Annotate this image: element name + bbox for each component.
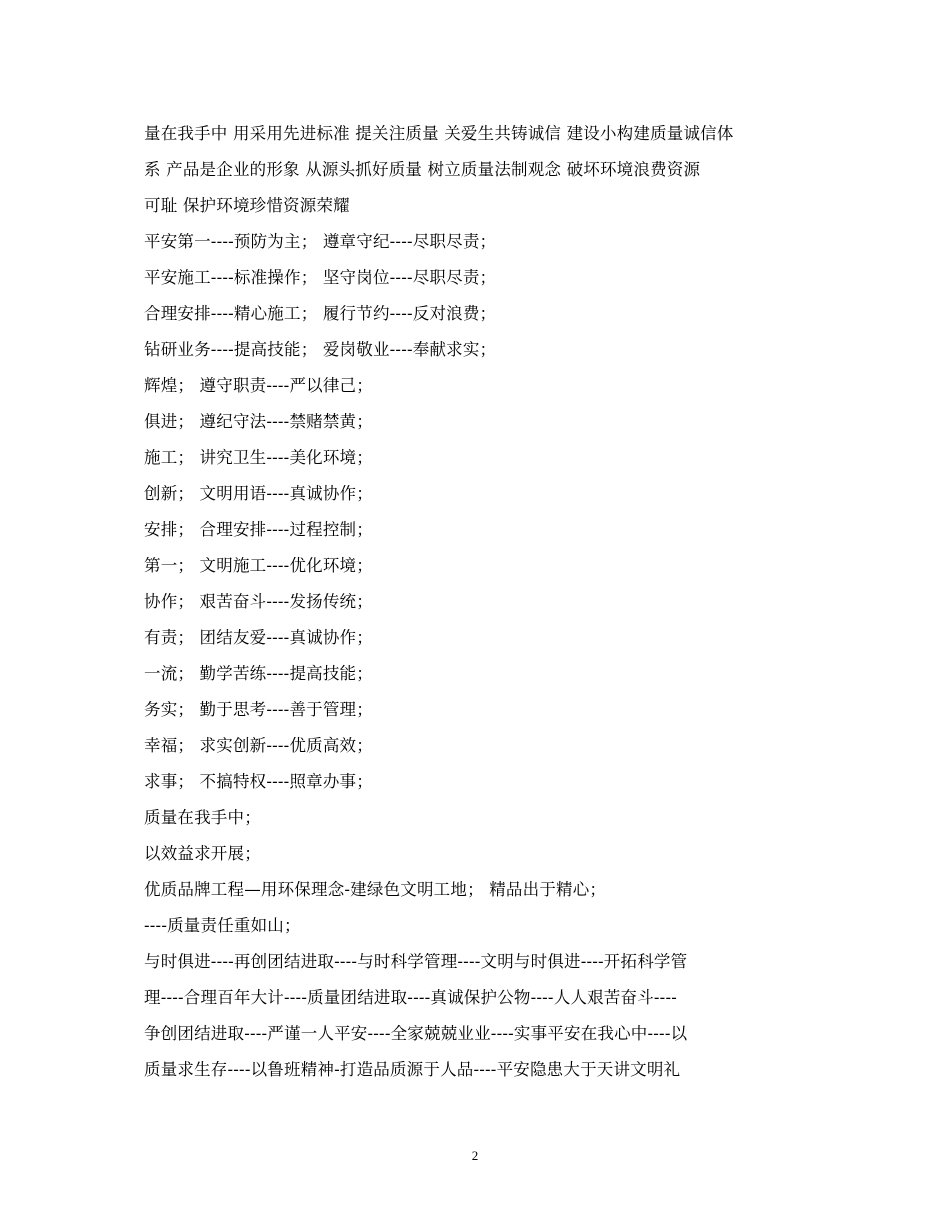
text-line: 一流； 勤学苦练----提高技能； [144, 664, 373, 683]
text-line: 争创团结进取----严谨一人平安----全家兢兢业业----实事平安在我心中----以 [144, 1024, 688, 1043]
text-line: 质量在我手中； [144, 808, 261, 827]
text-line: 创新； 文明用语----真诚协作； [144, 484, 373, 503]
text-line: 有责； 团结友爱----真诚协作； [144, 628, 373, 647]
text-line: 求事； 不搞特权----照章办事； [144, 772, 373, 791]
text-line: 协作； 艰苦奋斗----发扬传统； [144, 592, 373, 611]
document-body [144, 116, 814, 1088]
text-line: 安排； 合理安排----过程控制； [144, 520, 373, 539]
text-line: 辉煌； 遵守职责----严以律己； [144, 376, 373, 395]
text-line: 以效益求开展； [144, 844, 261, 863]
text-line: 俱进； 遵纪守法----禁赌禁黄； [144, 412, 373, 431]
text-line: 平安施工----标准操作； 坚守岗位----尽职尽责； [144, 268, 497, 287]
text-line: 量在我手中 用采用先进标准 提关注质量 关爱生共铸诚信 建设小构建质量诚信体 [144, 124, 734, 143]
page-number: 2 [471, 1148, 479, 1163]
text-line: 质量求生存----以鲁班精神-打造品质源于人品----平安隐患大于天讲文明礼 [144, 1060, 681, 1079]
text-line: 幸福； 求实创新----优质高效； [144, 736, 373, 755]
text-line: 可耻 保护环境珍惜资源荣耀 [144, 196, 350, 215]
text-line: 施工； 讲究卫生----美化环境； [144, 448, 373, 467]
text-line: 合理安排----精心施工； 履行节约----反对浪费； [144, 304, 497, 323]
text-line: 平安第一----预防为主； 遵章守纪----尽职尽责； [144, 232, 497, 251]
text-line: 第一； 文明施工----优化环境； [144, 556, 373, 575]
text-line: 理----合理百年大计----质量团结进取----真诚保护公物----人人艰苦奋斗---- [144, 988, 678, 1007]
text-line: 钻研业务----提高技能； 爱岗敬业----奉献求实； [144, 340, 497, 359]
text-line: 优质品牌工程—用环保理念-建绿色文明工地； 精品出于精心； [144, 880, 607, 899]
text-line: 务实； 勤于思考----善于管理； [144, 700, 373, 719]
text-line: 与时俱进----再创团结进取----与时科学管理----文明与时俱进----开拓科学管 [144, 952, 688, 971]
text-line: 系 产品是企业的形象 从源头抓好质量 树立质量法制观念 破坏环境浪费资源 [144, 160, 701, 179]
text-line: ----质量责任重如山； [144, 916, 301, 935]
